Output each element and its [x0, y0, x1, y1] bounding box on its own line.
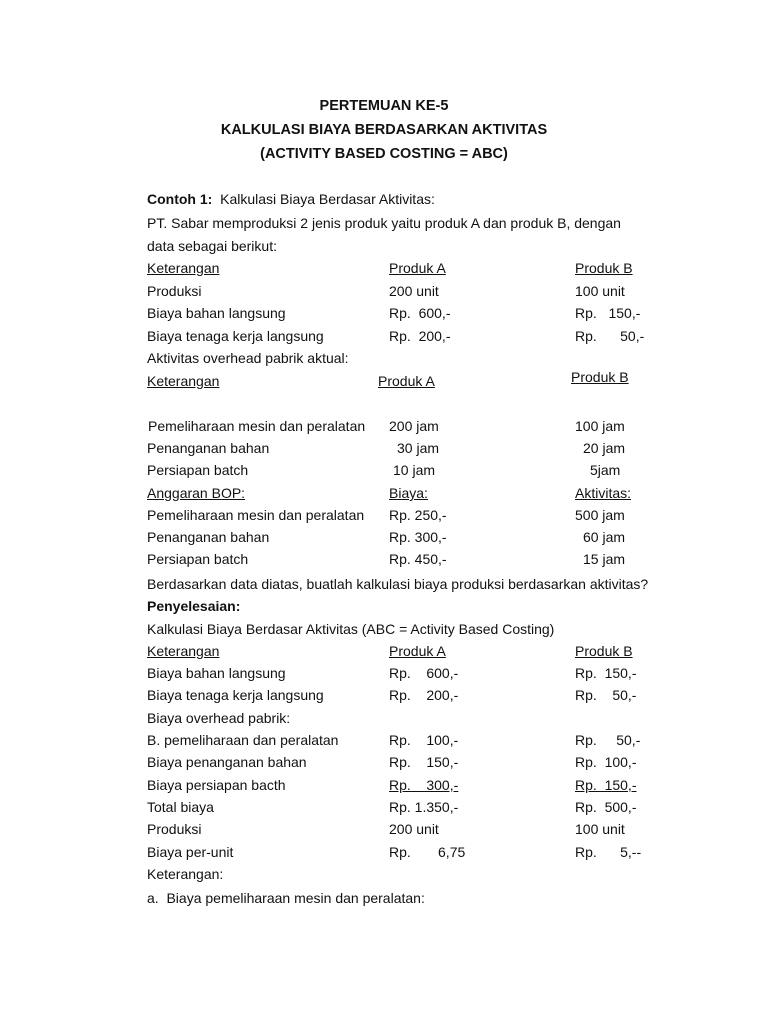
table1-row: [0, 304, 768, 322]
table2-header-produk-a: Produk A: [378, 373, 435, 389]
table2-header-keterangan: Keterangan: [147, 373, 220, 389]
table4-cell-b: Rp. 50,-: [575, 732, 641, 748]
table4-cell-label: Produksi: [147, 821, 202, 837]
table3-header-anggaran: Anggaran BOP:: [147, 485, 246, 501]
table4-cell-b: Rp. 100,-: [575, 754, 637, 770]
table4-cell-b: Rp. 500,-: [575, 799, 637, 815]
table2-cell-label: Penanganan bahan: [147, 440, 270, 456]
table1-header-row: [0, 259, 768, 277]
table4-row: [0, 753, 768, 771]
table4-header-keterangan: Keterangan: [147, 643, 220, 659]
table4-cell-a: Rp. 300,-: [389, 777, 459, 793]
table4-cell-a: Rp. 200,-: [389, 687, 459, 703]
table1-cell-b: Rp. 50,-: [575, 328, 645, 344]
doc-title-line3: (ACTIVITY BASED COSTING = ABC): [260, 146, 508, 162]
table4-cell-b: 100 unit: [575, 821, 625, 837]
table4-cell-a: Rp. 1.350,-: [389, 799, 459, 815]
table3-header-biaya: Biaya:: [389, 485, 428, 501]
table1-header-produk-a: Produk A: [389, 260, 446, 276]
table2-row: [0, 417, 768, 435]
table4-cell-label: B. pemeliharaan dan peralatan: [147, 732, 339, 748]
table2-cell-label: Persiapan batch: [147, 462, 249, 478]
table4-header-produk-a: Produk A: [389, 643, 446, 659]
table4-row: [0, 731, 768, 749]
table1-cell-a: 200 unit: [389, 283, 439, 299]
table4-row: [0, 843, 768, 861]
table1-row: [0, 327, 768, 345]
table2-header-produk-b: Produk B: [571, 369, 629, 385]
table4-cell-label: Biaya overhead pabrik:: [147, 710, 291, 726]
table4-cell-a: Rp. 100,-: [389, 732, 459, 748]
table2-cell-label: Pemeliharaan mesin dan peralatan: [148, 418, 366, 434]
note-a: a. Biaya pemeliharaan mesin dan peralatan:: [147, 890, 425, 906]
doc-title-line2: KALKULASI BIAYA BERDASARKAN AKTIVITAS: [220, 122, 548, 138]
table3-header-aktivitas: Aktivitas:: [575, 485, 632, 501]
table4-cell-label: Biaya tenaga kerja langsung: [147, 687, 324, 703]
table1-cell-a: Rp. 600,-: [389, 305, 451, 321]
table1-header-produk-b: Produk B: [575, 260, 633, 276]
table4-cell-a: 200 unit: [389, 821, 439, 837]
table3-cell-aktivitas: 15 jam: [583, 551, 626, 567]
table4-cell-b: Rp. 150,-: [575, 777, 637, 793]
table4-row: [0, 798, 768, 816]
solution-label: Penyelesaian:: [147, 598, 241, 614]
doc-title-line1: PERTEMUAN KE-5: [319, 98, 449, 114]
table3-row: [0, 528, 768, 546]
table1-header-keterangan: Keterangan: [147, 260, 220, 276]
table2-cell-a: 30 jam: [397, 440, 440, 456]
example-label: Contoh 1:: [147, 191, 213, 207]
table4-header-produk-b: Produk B: [575, 643, 633, 659]
table3-cell-biaya: Rp. 300,-: [389, 529, 447, 545]
table3-row: [0, 506, 768, 524]
table4-row: [0, 709, 768, 727]
table4-cell-label: Total biaya: [147, 799, 214, 815]
table2-cell-a: 10 jam: [393, 462, 436, 478]
question-text: Berdasarkan data diatas, buatlah kalkulasi biaya produksi berdasarkan aktivitas?: [147, 576, 649, 592]
table4-cell-a: Rp. 6,75: [389, 844, 466, 860]
table3-cell-biaya: Rp. 250,-: [389, 507, 447, 523]
table2-cell-b: 5jam: [590, 462, 621, 478]
table1-cell-label: Produksi: [147, 283, 202, 299]
table4-cell-a: Rp. 150,-: [389, 754, 459, 770]
table4-cell-b: Rp. 5,--: [575, 844, 642, 860]
table1-row: [0, 282, 768, 300]
table2-cell-a: 200 jam: [389, 418, 439, 434]
table3-cell-aktivitas: 60 jam: [583, 529, 626, 545]
table3-header-row: [0, 484, 768, 502]
example-intro-line2: data sebagai berikut:: [147, 238, 277, 254]
table3-cell-label: Pemeliharaan mesin dan peralatan: [147, 507, 365, 523]
table4-row: [0, 686, 768, 704]
table3-row: [0, 550, 768, 568]
table3-cell-biaya: Rp. 450,-: [389, 551, 447, 567]
table1-cell-label: Biaya bahan langsung: [147, 305, 286, 321]
table4-header-row: [0, 642, 768, 660]
example-intro-line1: PT. Sabar memproduksi 2 jenis produk yaitu produk A dan produk B, dengan: [147, 215, 621, 231]
table1-cell-b: 100 unit: [575, 283, 625, 299]
overhead-label: Aktivitas overhead pabrik aktual:: [147, 350, 349, 366]
table4-cell-b: Rp. 50,-: [575, 687, 637, 703]
table4-row: [0, 820, 768, 838]
table4-row: [0, 664, 768, 682]
table2-row: [0, 461, 768, 479]
table4-cell-label: Biaya bahan langsung: [147, 665, 286, 681]
notes-label: Keterangan:: [147, 866, 224, 882]
table4-cell-label: Biaya per-unit: [147, 844, 234, 860]
table4-row: [0, 776, 768, 794]
table1-cell-b: Rp. 150,-: [575, 305, 641, 321]
table3-cell-label: Persiapan batch: [147, 551, 249, 567]
table1-cell-a: Rp. 200,-: [389, 328, 451, 344]
table3-cell-aktivitas: 500 jam: [575, 507, 625, 523]
table4-cell-b: Rp. 150,-: [575, 665, 637, 681]
table2-cell-b: 20 jam: [583, 440, 626, 456]
example-title: Kalkulasi Biaya Berdasar Aktivitas:: [220, 191, 435, 207]
table1-cell-label: Biaya tenaga kerja langsung: [147, 328, 324, 344]
table4-cell-label: Biaya penanganan bahan: [147, 754, 307, 770]
example-heading: [147, 190, 435, 208]
table4-cell-a: Rp. 600,-: [389, 665, 459, 681]
table2-cell-b: 100 jam: [575, 418, 625, 434]
table3-cell-label: Penanganan bahan: [147, 529, 270, 545]
table4-cell-label: Biaya persiapan bacth: [147, 777, 286, 793]
table2-header-row: [0, 369, 768, 390]
table2-row: [0, 439, 768, 457]
solution-title: Kalkulasi Biaya Berdasar Aktivitas (ABC = Activity Based Costing): [147, 621, 555, 637]
